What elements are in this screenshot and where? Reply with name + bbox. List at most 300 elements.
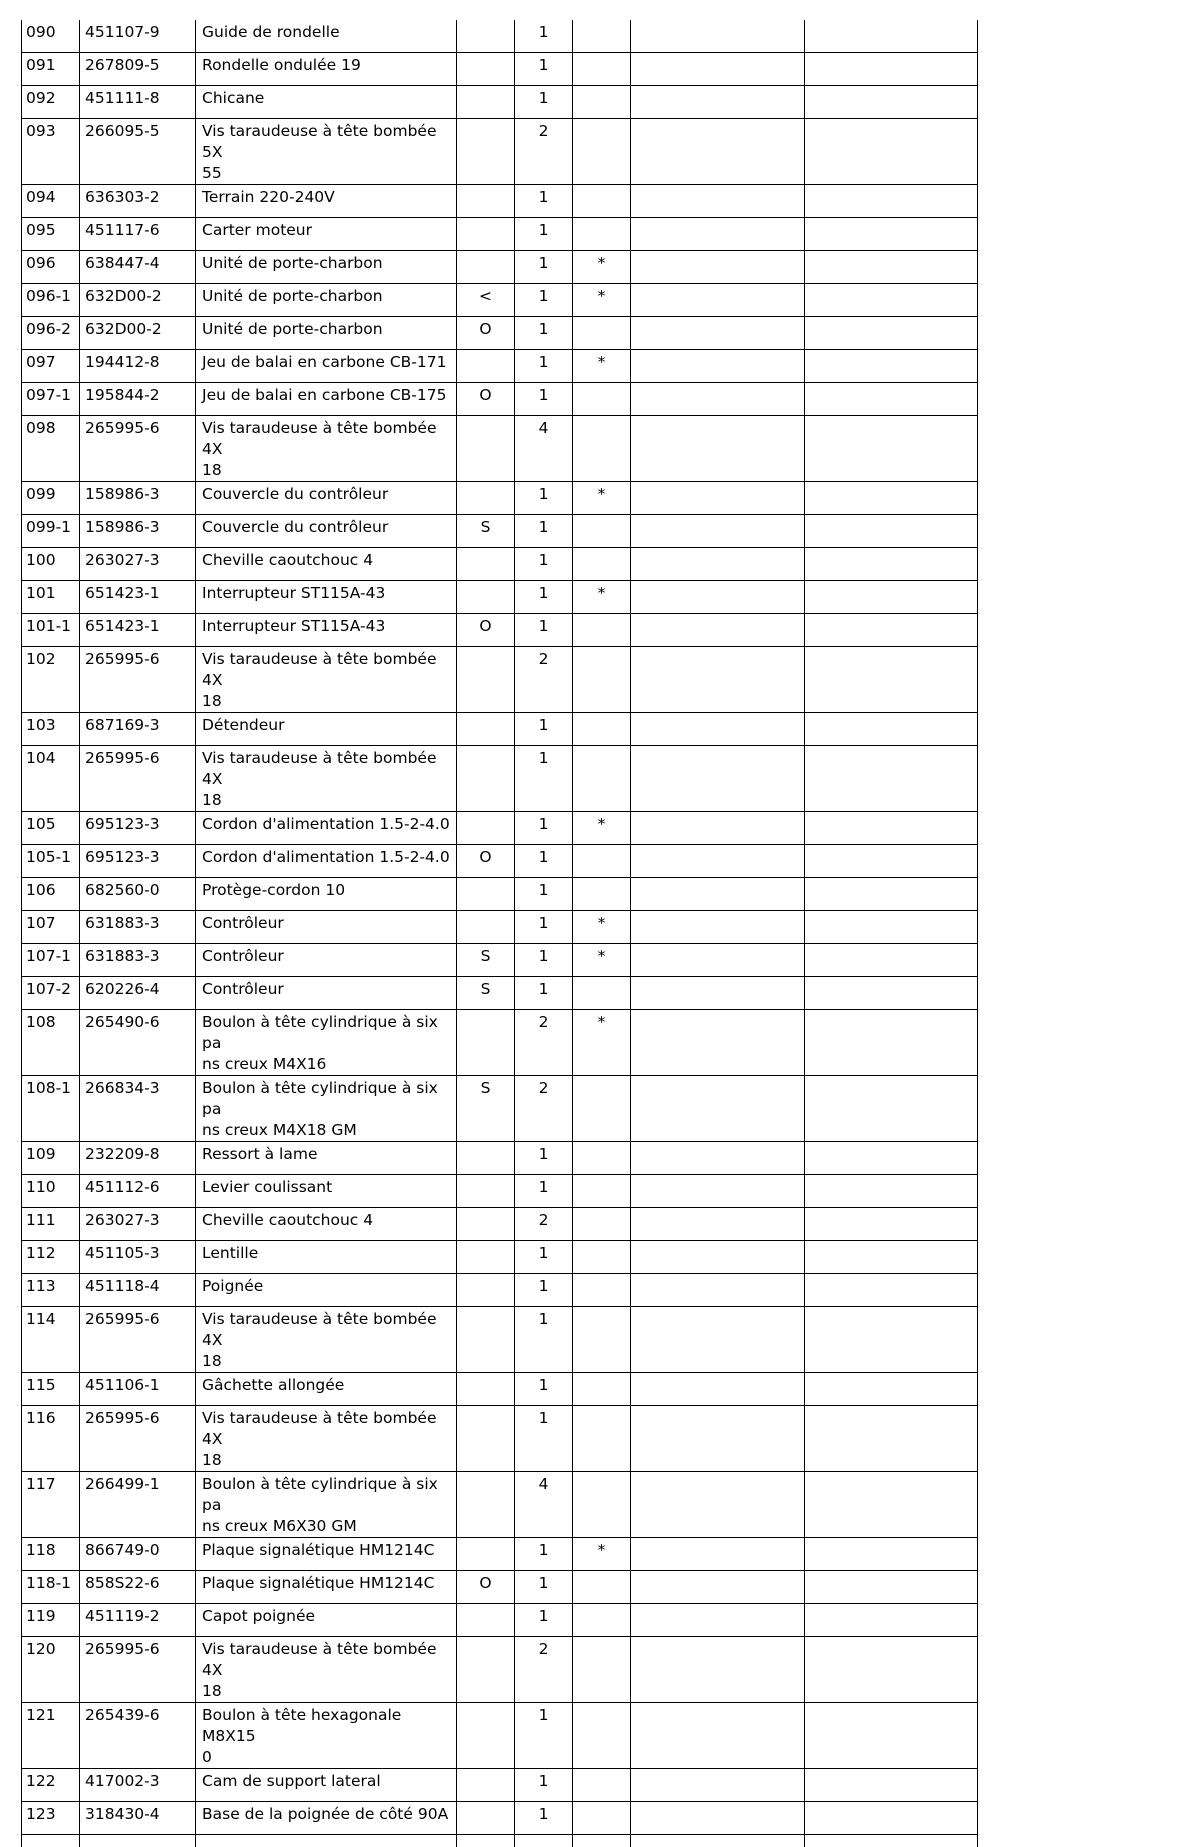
blank-cell: [805, 944, 978, 977]
part-quantity-cell: 1: [515, 1571, 573, 1604]
blank-cell: [805, 20, 978, 53]
part-number-cell: 265439-6: [80, 1703, 196, 1769]
part-mark-cell: *: [573, 581, 631, 614]
part-ref-cell: 121: [22, 1703, 80, 1769]
blank-cell: [631, 845, 805, 878]
part-ref-cell: 094: [22, 185, 80, 218]
part-description-cell: Carter moteur: [196, 218, 457, 251]
blank-cell: [805, 1703, 978, 1769]
blank-cell: [631, 482, 805, 515]
blank-cell: [631, 812, 805, 845]
part-description-cell: Lentille: [196, 1241, 457, 1274]
part-description-cell: Guide de rondelle: [196, 20, 457, 53]
part-number-cell: 267809-5: [80, 53, 196, 86]
part-note-cell: O: [457, 317, 515, 350]
part-note-cell: [457, 185, 515, 218]
blank-cell: [631, 1307, 805, 1373]
part-mark-cell: [573, 647, 631, 713]
part-note-cell: [457, 1703, 515, 1769]
blank-cell: [631, 1835, 805, 1847]
part-number-cell: 195844-2: [80, 383, 196, 416]
table-row: [22, 1241, 978, 1274]
blank-cell: [805, 284, 978, 317]
part-note-cell: [457, 581, 515, 614]
blank-cell: [631, 383, 805, 416]
table-row: [22, 647, 978, 713]
part-mark-cell: *: [573, 812, 631, 845]
table-row: [22, 878, 978, 911]
blank-cell: [631, 1142, 805, 1175]
part-ref-cell: 099: [22, 482, 80, 515]
table-row: [22, 482, 978, 515]
part-note-cell: [457, 713, 515, 746]
blank-cell: [631, 614, 805, 647]
part-note-cell: [457, 20, 515, 53]
part-quantity-cell: 1: [515, 350, 573, 383]
blank-cell: [196, 1835, 457, 1847]
part-number-cell: 620226-4: [80, 977, 196, 1010]
part-quantity-cell: 1: [515, 1406, 573, 1472]
blank-cell: [805, 317, 978, 350]
part-note-cell: [457, 1307, 515, 1373]
part-description-cell: Contrôleur: [196, 911, 457, 944]
blank-cell: [805, 482, 978, 515]
part-description-cell: Chicane: [196, 86, 457, 119]
blank-cell: [515, 1835, 573, 1847]
part-ref-cell: 114: [22, 1307, 80, 1373]
part-quantity-cell: 1: [515, 86, 573, 119]
part-ref-cell: 101: [22, 581, 80, 614]
table-row: [22, 1175, 978, 1208]
part-quantity-cell: 1: [515, 1769, 573, 1802]
part-number-cell: 631883-3: [80, 911, 196, 944]
part-number-cell: 451119-2: [80, 1604, 196, 1637]
blank-cell: [631, 350, 805, 383]
part-mark-cell: *: [573, 944, 631, 977]
part-note-cell: [457, 1208, 515, 1241]
part-description-cell: Unité de porte-charbon: [196, 284, 457, 317]
part-mark-cell: [573, 1769, 631, 1802]
part-number-cell: 631883-3: [80, 944, 196, 977]
part-number-cell: 866749-0: [80, 1538, 196, 1571]
table-row-continuation: [22, 1835, 978, 1847]
part-mark-cell: *: [573, 350, 631, 383]
part-description-cell: Cordon d'alimentation 1.5-2-4.0: [196, 845, 457, 878]
part-description-cell: Couvercle du contrôleur: [196, 482, 457, 515]
part-note-cell: [457, 1373, 515, 1406]
part-quantity-cell: 1: [515, 614, 573, 647]
part-mark-cell: [573, 977, 631, 1010]
blank-cell: [631, 1538, 805, 1571]
part-mark-cell: [573, 1307, 631, 1373]
blank-cell: [631, 746, 805, 812]
blank-cell: [805, 1142, 978, 1175]
part-ref-cell: 098: [22, 416, 80, 482]
blank-cell: [805, 119, 978, 185]
part-ref-cell: 108: [22, 1010, 80, 1076]
blank-cell: [631, 317, 805, 350]
part-number-cell: 451118-4: [80, 1274, 196, 1307]
table-row: [22, 383, 978, 416]
blank-cell: [631, 911, 805, 944]
part-ref-cell: 097-1: [22, 383, 80, 416]
blank-cell: [805, 845, 978, 878]
blank-cell: [805, 86, 978, 119]
part-number-cell: 687169-3: [80, 713, 196, 746]
part-mark-cell: [573, 1274, 631, 1307]
blank-cell: [457, 1835, 515, 1847]
table-row: [22, 548, 978, 581]
part-mark-cell: [573, 317, 631, 350]
part-ref-cell: 116: [22, 1406, 80, 1472]
part-mark-cell: [573, 1802, 631, 1835]
part-note-cell: [457, 1472, 515, 1538]
part-mark-cell: *: [573, 251, 631, 284]
part-note-cell: [457, 1406, 515, 1472]
part-ref-cell: 090: [22, 20, 80, 53]
part-quantity-cell: 2: [515, 1010, 573, 1076]
part-quantity-cell: 1: [515, 383, 573, 416]
part-number-cell: 266095-5: [80, 119, 196, 185]
part-quantity-cell: 2: [515, 1637, 573, 1703]
part-quantity-cell: 1: [515, 944, 573, 977]
blank-cell: [631, 1604, 805, 1637]
part-mark-cell: [573, 416, 631, 482]
part-quantity-cell: 1: [515, 548, 573, 581]
part-quantity-cell: 1: [515, 1274, 573, 1307]
part-note-cell: O: [457, 1571, 515, 1604]
part-quantity-cell: 2: [515, 647, 573, 713]
part-description-cell: Ressort à lame: [196, 1142, 457, 1175]
part-note-cell: [457, 251, 515, 284]
part-mark-cell: *: [573, 1010, 631, 1076]
part-ref-cell: 105-1: [22, 845, 80, 878]
table-row: [22, 1307, 978, 1373]
part-number-cell: 636303-2: [80, 185, 196, 218]
part-description-cell: Vis taraudeuse à tête bombée 4X 18: [196, 1307, 457, 1373]
table-row: [22, 1373, 978, 1406]
part-number-cell: 695123-3: [80, 845, 196, 878]
part-note-cell: [457, 86, 515, 119]
blank-cell: [805, 416, 978, 482]
part-mark-cell: [573, 548, 631, 581]
blank-cell: [805, 383, 978, 416]
blank-cell: [631, 1472, 805, 1538]
part-ref-cell: 120: [22, 1637, 80, 1703]
part-mark-cell: [573, 185, 631, 218]
table-row: [22, 977, 978, 1010]
blank-cell: [805, 647, 978, 713]
blank-cell: [805, 1406, 978, 1472]
part-description-cell: Terrain 220-240V: [196, 185, 457, 218]
blank-cell: [631, 713, 805, 746]
part-ref-cell: 107-2: [22, 977, 80, 1010]
blank-cell: [631, 1010, 805, 1076]
part-quantity-cell: 1: [515, 284, 573, 317]
blank-cell: [631, 1802, 805, 1835]
part-number-cell: 266834-3: [80, 1076, 196, 1142]
part-description-cell: Boulon à tête cylindrique à six pa ns creux M4X16: [196, 1010, 457, 1076]
blank-cell: [631, 1769, 805, 1802]
part-quantity-cell: 1: [515, 20, 573, 53]
blank-cell: [805, 1175, 978, 1208]
part-number-cell: 451111-8: [80, 86, 196, 119]
part-note-cell: [457, 119, 515, 185]
part-note-cell: [457, 1241, 515, 1274]
part-mark-cell: [573, 614, 631, 647]
table-row: [22, 185, 978, 218]
part-ref-cell: 102: [22, 647, 80, 713]
part-number-cell: 263027-3: [80, 548, 196, 581]
part-description-cell: Jeu de balai en carbone CB-175: [196, 383, 457, 416]
part-mark-cell: [573, 1637, 631, 1703]
part-note-cell: [457, 1637, 515, 1703]
blank-cell: [631, 977, 805, 1010]
table-row: [22, 614, 978, 647]
part-description-cell: Plaque signalétique HM1214C: [196, 1571, 457, 1604]
part-number-cell: 265995-6: [80, 416, 196, 482]
part-mark-cell: [573, 713, 631, 746]
part-ref-cell: 109: [22, 1142, 80, 1175]
table-row: [22, 1142, 978, 1175]
part-ref-cell: 118: [22, 1538, 80, 1571]
table-row: [22, 317, 978, 350]
part-number-cell: 417002-3: [80, 1769, 196, 1802]
part-description-cell: Boulon à tête cylindrique à six pa ns creux M6X30 GM: [196, 1472, 457, 1538]
part-mark-cell: [573, 119, 631, 185]
blank-cell: [631, 86, 805, 119]
part-note-cell: [457, 1802, 515, 1835]
blank-cell: [805, 1208, 978, 1241]
part-note-cell: [457, 218, 515, 251]
part-number-cell: 451107-9: [80, 20, 196, 53]
blank-cell: [805, 614, 978, 647]
part-mark-cell: [573, 1373, 631, 1406]
part-mark-cell: [573, 746, 631, 812]
part-description-cell: Vis taraudeuse à tête bombée 4X 18: [196, 647, 457, 713]
part-mark-cell: [573, 1571, 631, 1604]
part-description-cell: Protège-cordon 10: [196, 878, 457, 911]
part-quantity-cell: 4: [515, 1472, 573, 1538]
blank-cell: [805, 185, 978, 218]
part-quantity-cell: 1: [515, 482, 573, 515]
part-number-cell: 451106-1: [80, 1373, 196, 1406]
part-description-cell: Unité de porte-charbon: [196, 251, 457, 284]
part-mark-cell: [573, 1175, 631, 1208]
part-note-cell: S: [457, 944, 515, 977]
part-mark-cell: [573, 845, 631, 878]
part-number-cell: 318430-4: [80, 1802, 196, 1835]
part-note-cell: [457, 812, 515, 845]
blank-cell: [805, 1604, 978, 1637]
part-description-cell: Cheville caoutchouc 4: [196, 548, 457, 581]
table-row: [22, 1538, 978, 1571]
part-quantity-cell: 1: [515, 1142, 573, 1175]
part-mark-cell: [573, 53, 631, 86]
table-row: [22, 20, 978, 53]
part-number-cell: 265995-6: [80, 647, 196, 713]
part-ref-cell: 099-1: [22, 515, 80, 548]
table-row: [22, 251, 978, 284]
part-mark-cell: [573, 86, 631, 119]
blank-cell: [631, 284, 805, 317]
parts-table-body: [22, 20, 978, 1847]
part-description-cell: Plaque signalétique HM1214C: [196, 1538, 457, 1571]
part-note-cell: [457, 746, 515, 812]
part-number-cell: 265995-6: [80, 1406, 196, 1472]
part-description-cell: Couvercle du contrôleur: [196, 515, 457, 548]
part-ref-cell: 092: [22, 86, 80, 119]
part-quantity-cell: 1: [515, 317, 573, 350]
part-quantity-cell: 1: [515, 515, 573, 548]
table-row: [22, 944, 978, 977]
part-quantity-cell: 1: [515, 1307, 573, 1373]
table-row: [22, 1274, 978, 1307]
part-ref-cell: 108-1: [22, 1076, 80, 1142]
part-mark-cell: [573, 1076, 631, 1142]
blank-cell: [805, 1472, 978, 1538]
blank-cell: [80, 1835, 196, 1847]
part-description-cell: Contrôleur: [196, 944, 457, 977]
part-number-cell: 266499-1: [80, 1472, 196, 1538]
part-quantity-cell: 2: [515, 1076, 573, 1142]
part-ref-cell: 107: [22, 911, 80, 944]
part-quantity-cell: 1: [515, 1604, 573, 1637]
blank-cell: [805, 713, 978, 746]
blank-cell: [631, 647, 805, 713]
part-ref-cell: 096-2: [22, 317, 80, 350]
part-number-cell: 638447-4: [80, 251, 196, 284]
part-note-cell: [457, 53, 515, 86]
part-number-cell: 263027-3: [80, 1208, 196, 1241]
part-note-cell: [457, 1175, 515, 1208]
part-number-cell: 265995-6: [80, 1637, 196, 1703]
table-row: [22, 284, 978, 317]
part-description-cell: Jeu de balai en carbone CB-171: [196, 350, 457, 383]
part-ref-cell: 091: [22, 53, 80, 86]
part-ref-cell: 119: [22, 1604, 80, 1637]
part-description-cell: Boulon à tête cylindrique à six pa ns creux M4X18 GM: [196, 1076, 457, 1142]
part-mark-cell: [573, 1142, 631, 1175]
part-quantity-cell: 1: [515, 1175, 573, 1208]
part-number-cell: 158986-3: [80, 482, 196, 515]
part-note-cell: [457, 647, 515, 713]
part-ref-cell: 123: [22, 1802, 80, 1835]
part-ref-cell: 103: [22, 713, 80, 746]
part-quantity-cell: 1: [515, 845, 573, 878]
table-row: [22, 1406, 978, 1472]
part-description-cell: Cam de support lateral: [196, 1769, 457, 1802]
blank-cell: [631, 53, 805, 86]
part-number-cell: 632D00-2: [80, 317, 196, 350]
part-quantity-cell: 1: [515, 581, 573, 614]
part-note-cell: [457, 482, 515, 515]
part-note-cell: [457, 548, 515, 581]
part-note-cell: [457, 1538, 515, 1571]
part-quantity-cell: 1: [515, 1373, 573, 1406]
part-number-cell: 651423-1: [80, 581, 196, 614]
part-note-cell: [457, 1769, 515, 1802]
parts-table: [21, 20, 978, 1847]
blank-cell: [805, 911, 978, 944]
table-row: [22, 350, 978, 383]
part-mark-cell: [573, 1208, 631, 1241]
blank-cell: [805, 1010, 978, 1076]
blank-cell: [805, 53, 978, 86]
part-number-cell: 632D00-2: [80, 284, 196, 317]
part-quantity-cell: 1: [515, 1538, 573, 1571]
part-quantity-cell: 1: [515, 185, 573, 218]
part-ref-cell: 111: [22, 1208, 80, 1241]
part-mark-cell: [573, 218, 631, 251]
blank-cell: [631, 251, 805, 284]
blank-cell: [631, 878, 805, 911]
part-note-cell: [457, 1604, 515, 1637]
part-number-cell: 451117-6: [80, 218, 196, 251]
blank-cell: [631, 1373, 805, 1406]
part-mark-cell: *: [573, 911, 631, 944]
blank-cell: [631, 581, 805, 614]
table-row: [22, 1076, 978, 1142]
part-mark-cell: *: [573, 482, 631, 515]
part-description-cell: Vis taraudeuse à tête bombée 4X 18: [196, 1406, 457, 1472]
part-number-cell: 265995-6: [80, 1307, 196, 1373]
part-ref-cell: 093: [22, 119, 80, 185]
table-row: [22, 416, 978, 482]
table-row: [22, 1472, 978, 1538]
part-note-cell: O: [457, 845, 515, 878]
part-description-cell: Capot poignée: [196, 1604, 457, 1637]
part-description-cell: Rondelle ondulée 19: [196, 53, 457, 86]
blank-cell: [805, 251, 978, 284]
part-ref-cell: 117: [22, 1472, 80, 1538]
part-description-cell: Vis taraudeuse à tête bombée 4X 18: [196, 746, 457, 812]
part-description-cell: Poignée: [196, 1274, 457, 1307]
blank-cell: [805, 581, 978, 614]
part-quantity-cell: 1: [515, 1802, 573, 1835]
blank-cell: [631, 20, 805, 53]
blank-cell: [631, 515, 805, 548]
part-description-cell: Vis taraudeuse à tête bombée 4X 18: [196, 1637, 457, 1703]
part-description-cell: Cordon d'alimentation 1.5-2-4.0: [196, 812, 457, 845]
blank-cell: [805, 1637, 978, 1703]
table-row: [22, 515, 978, 548]
part-description-cell: Gâchette allongée: [196, 1373, 457, 1406]
blank-cell: [805, 548, 978, 581]
table-row: [22, 713, 978, 746]
part-mark-cell: [573, 1703, 631, 1769]
blank-cell: [631, 1241, 805, 1274]
part-number-cell: 158986-3: [80, 515, 196, 548]
part-description-cell: Détendeur: [196, 713, 457, 746]
blank-cell: [631, 1208, 805, 1241]
blank-cell: [805, 812, 978, 845]
part-number-cell: 232209-8: [80, 1142, 196, 1175]
blank-cell: [805, 350, 978, 383]
table-row: [22, 1604, 978, 1637]
part-ref-cell: 122: [22, 1769, 80, 1802]
part-mark-cell: *: [573, 284, 631, 317]
table-row: [22, 1208, 978, 1241]
part-number-cell: 265490-6: [80, 1010, 196, 1076]
table-row: [22, 1637, 978, 1703]
table-row: [22, 812, 978, 845]
part-ref-cell: 110: [22, 1175, 80, 1208]
table-row: [22, 1802, 978, 1835]
part-description-cell: Boulon à tête hexagonale M8X15 0: [196, 1703, 457, 1769]
part-description-cell: Base de la poignée de côté 90A: [196, 1802, 457, 1835]
part-quantity-cell: 1: [515, 746, 573, 812]
